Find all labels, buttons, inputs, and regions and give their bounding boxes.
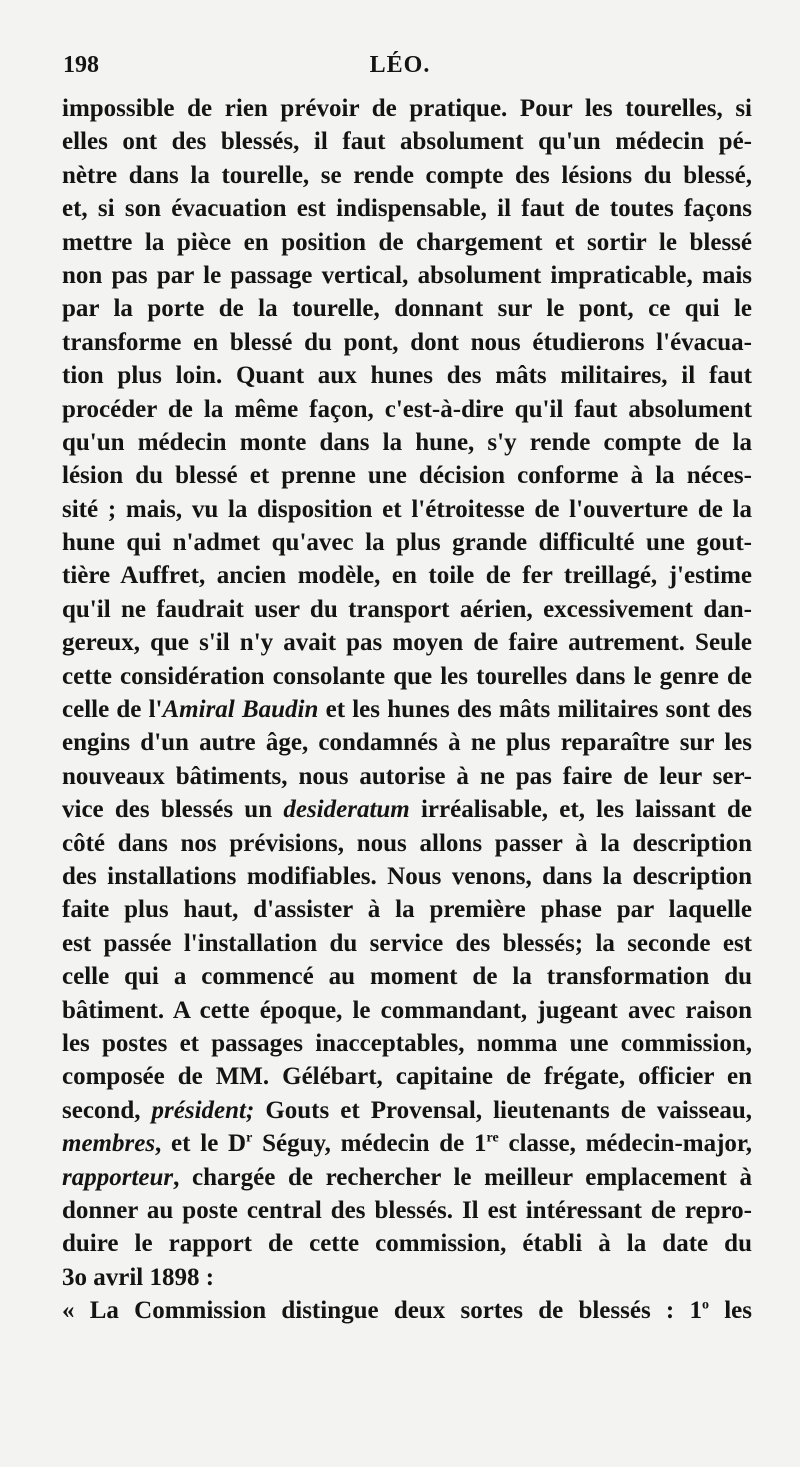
text-run: classe, médecin-major,	[498, 1130, 752, 1158]
text-line: sité ; mais, vu la disposition et l'étroitesse de l'ouverture de la	[62, 495, 752, 523]
italic-role: membres	[62, 1130, 156, 1158]
text-line: mettre la pièce en position de chargement et sortir le blessé	[62, 228, 752, 256]
text-run: irréalisable, et, les laissant de	[409, 796, 752, 824]
text-line: cette considération consolante que les tourelles dans le genre de	[62, 662, 752, 690]
text-run: Gouts et Provensal, lieutenants de vaisseau,	[254, 1096, 752, 1124]
text-line: impossible de rien prévoir de pratique. Pour les tourelles, si	[62, 95, 752, 122]
text-line: duire le rapport de cette commission, établi à la date du	[62, 1230, 752, 1258]
text-line: côté dans nos prévisions, nous allons passer à la description	[62, 829, 752, 857]
page-number: 198	[63, 52, 99, 78]
text-line: celle qui a commencé au moment de la transformation du	[62, 963, 752, 991]
text-line: par la porte de la tourelle, donnant sur le pont, ce qui le	[62, 295, 752, 323]
text-line: engins d'un autre âge, condamnés à ne plus reparaître sur les	[62, 729, 752, 757]
text-line: les postes et passages inacceptables, nomma une commission,	[62, 1029, 752, 1057]
text-line: nouveaux bâtiments, nous autorise à ne pas faire de leur ser-	[62, 762, 752, 790]
text-line: des installations modifiables. Nous venons, dans la description	[62, 862, 752, 890]
text-line: lésion du blessé et prenne une décision conforme à la néces-	[62, 462, 752, 490]
text-line: elles ont des blessés, il faut absolument qu'un médecin pé-	[62, 128, 752, 156]
superscript: re	[486, 1130, 499, 1146]
text-line: procéder de la même façon, c'est-à-dire qu'il faut absolument	[62, 395, 752, 423]
text-line: composée de MM. Gélébart, capitaine de frégate, officier en	[62, 1063, 752, 1091]
text-run: et les hunes des mâts militaires sont des	[318, 696, 752, 724]
text-line: qu'il ne faudrait user du transport aérien, excessivement dan-	[62, 595, 752, 623]
text-line: 3o avril 1898 :	[62, 1263, 215, 1291]
text-run: vice des blessés un	[62, 796, 284, 824]
running-title: LÉO.	[369, 52, 431, 78]
text-line: nètre dans la tourelle, se rende compte des lésions du blessé,	[62, 161, 752, 189]
italic-role: rapporteur	[62, 1163, 174, 1191]
italic-term: desideratum	[283, 796, 410, 824]
italic-ship-name: Amiral Baudin	[162, 696, 319, 724]
text-line: tion plus loin. Quant aux hunes des mâts militaires, il faut	[62, 362, 752, 390]
text-line: bâtiment. A cette époque, le commandant, jugeant avec raison	[62, 996, 752, 1024]
text-line: et, si son évacuation est indispensable, il faut de toutes façons	[62, 195, 752, 223]
text-line	[62, 1094, 752, 1127]
text-line	[62, 1161, 752, 1194]
text-line: gereux, que s'il n'y avait pas moyen de faire autrement. Seule	[62, 629, 752, 657]
superscript: o	[701, 1297, 709, 1313]
text-line: hune qui n'admet qu'avec la plus grande difficulté une gout-	[62, 529, 752, 557]
body-text	[62, 92, 752, 1327]
text-run: , et le D	[155, 1130, 247, 1158]
text-line: tière Auffret, ancien modèle, en toile de fer treillagé, j'estime	[62, 562, 752, 590]
text-line	[62, 693, 752, 726]
superscript: r	[246, 1130, 253, 1146]
text-run: Séguy, médecin de 1	[252, 1130, 487, 1158]
text-run: , chargée de rechercher le meilleur emplacement à	[173, 1163, 752, 1191]
text-line	[62, 1127, 752, 1160]
page-header	[63, 52, 737, 86]
text-run: second,	[62, 1096, 152, 1124]
text-line: qu'un médecin monte dans la hune, s'y rende compte de la	[62, 428, 752, 456]
text-line: est passée l'installation du service des blessés; la seconde est	[62, 929, 752, 957]
text-run: « La Commission distingue deux sortes de blessés : 1	[62, 1297, 702, 1325]
text-line: donner au poste central des blessés. Il est intéressant de repro-	[62, 1196, 752, 1224]
text-run: les	[708, 1297, 752, 1325]
text-line: non pas par le passage vertical, absolument impraticable, mais	[62, 261, 752, 289]
text-line	[62, 793, 752, 826]
italic-role: président;	[151, 1096, 255, 1124]
text-line: faite plus haut, d'assister à la première phase par laquelle	[62, 896, 752, 924]
text-line: transforme en blessé du pont, dont nous étudierons l'évacua-	[62, 328, 752, 356]
text-line	[62, 1294, 752, 1327]
text-run: celle de l'	[62, 696, 163, 724]
